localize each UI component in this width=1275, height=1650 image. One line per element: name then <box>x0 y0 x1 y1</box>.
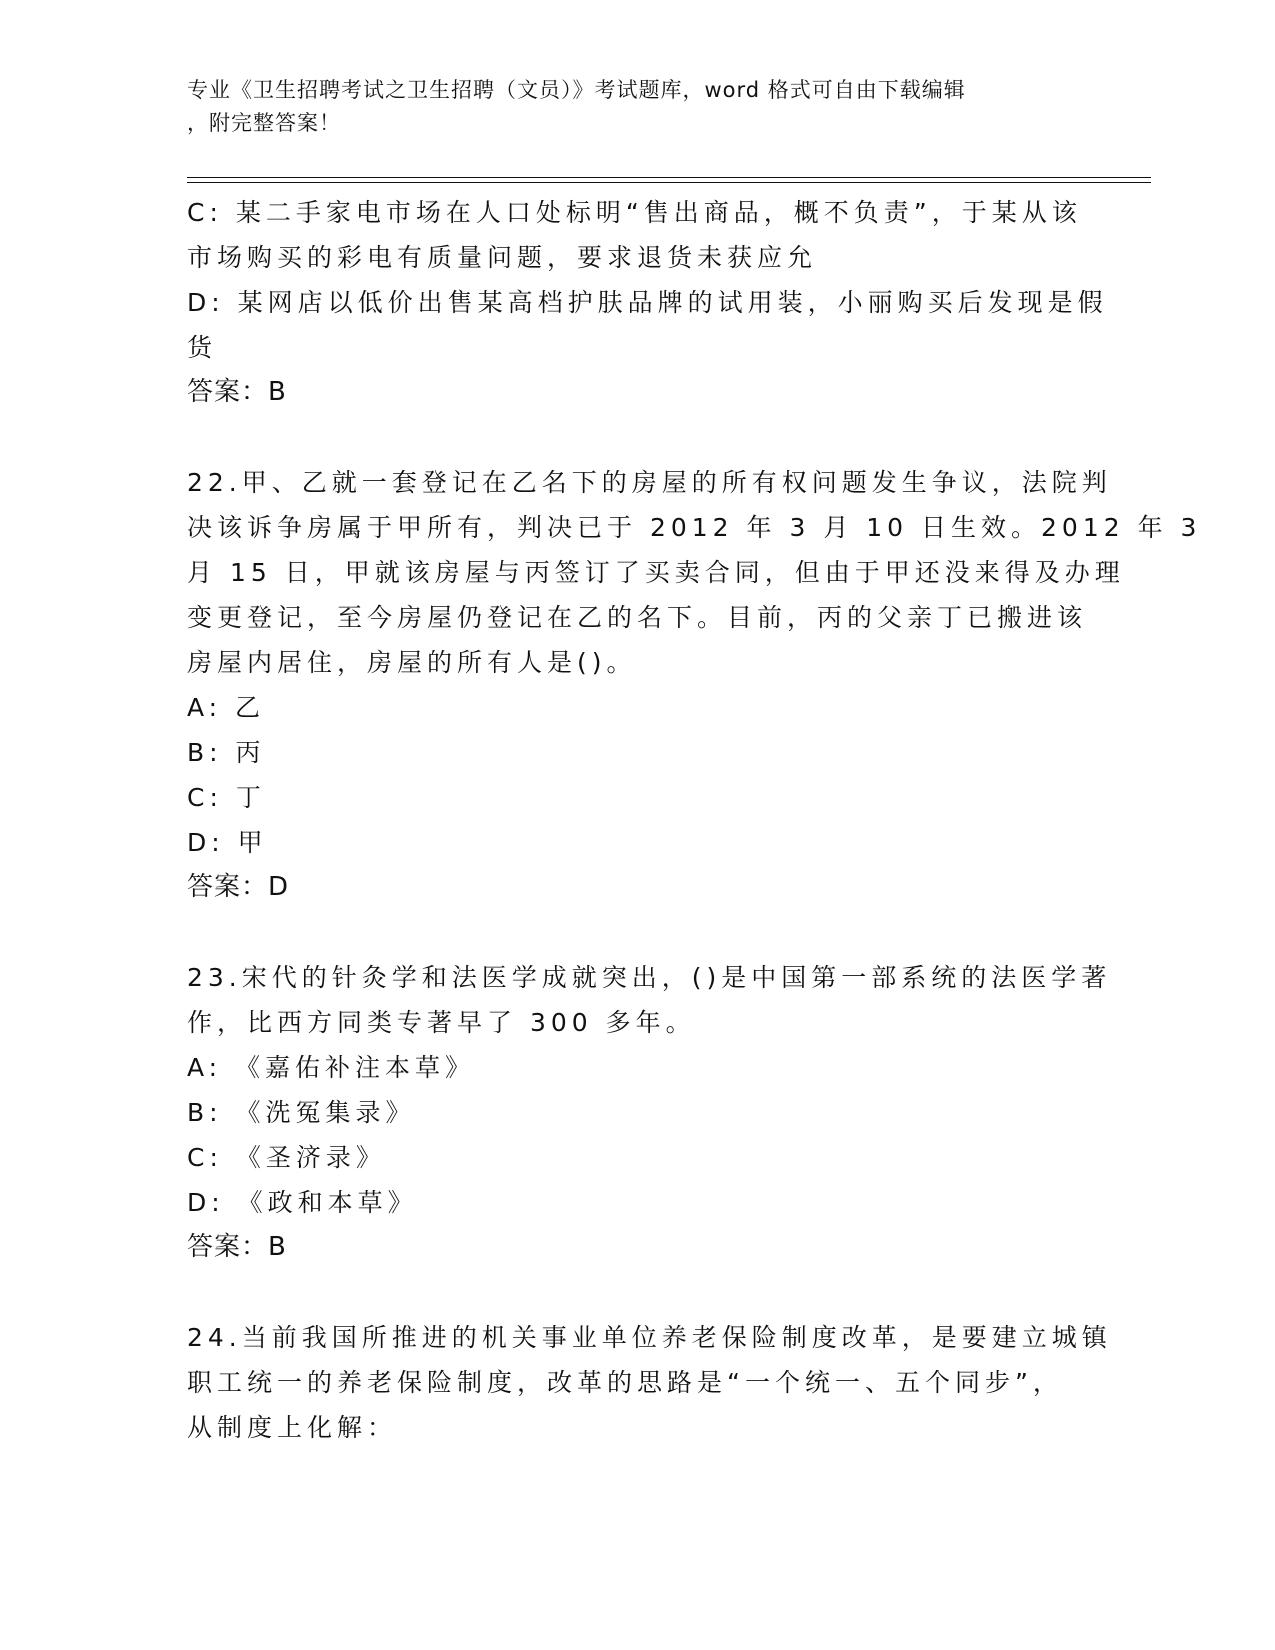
spacer <box>187 415 1067 460</box>
option-d-line-1: D: 某网店以低价出售某高档护肤品牌的试用装，小丽购买后发现是假 <box>187 288 1108 317</box>
document-header <box>187 74 1067 140</box>
question-stem-line: 从制度上化解： <box>187 1413 398 1442</box>
answer-line: 答案：B <box>187 1232 287 1262</box>
option-c-line-2: 市场购买的彩电有质量问题，要求退货未获应允 <box>187 243 818 272</box>
question-22 <box>187 460 1202 910</box>
spacer <box>187 1270 1067 1315</box>
question-stem-line: 24.当前我国所推进的机关事业单位养老保险制度改革，是要建立城镇 <box>187 1323 1112 1352</box>
question-stem-line: 决该诉争房属于甲所有，判决已于 2012 年 3 月 10 日生效。2012 年 3 <box>187 513 1202 542</box>
header-line-2: ，附完整答案！ <box>187 111 341 135</box>
question-21 <box>187 190 1108 415</box>
question-stem-line: 月 15 日，甲就该房屋与丙签订了买卖合同，但由于甲还没来得及办理 <box>187 558 1125 587</box>
question-stem-line: 变更登记，至今房屋仍登记在乙的名下。目前，丙的父亲丁已搬进该 <box>187 603 1088 632</box>
header-line-1: 专业《卫生招聘考试之卫生招聘（文员）》考试题库，word 格式可自由下载编辑 <box>187 78 966 102</box>
answer-line: 答案：D <box>187 872 290 902</box>
header-rule-top <box>187 177 1151 178</box>
option-c: C: 《圣济录》 <box>187 1143 386 1172</box>
answer-line: 答案：B <box>187 377 287 407</box>
option-a: A: 《嘉佑补注本草》 <box>187 1053 476 1082</box>
question-stem-line: 房屋内居住，房屋的所有人是()。 <box>187 648 637 677</box>
option-a: A: 乙 <box>187 693 266 722</box>
question-content <box>187 190 1202 1450</box>
option-c: C: 丁 <box>187 783 266 812</box>
question-23 <box>187 955 1112 1270</box>
option-b: B: 丙 <box>187 738 266 767</box>
question-stem-line: 22.甲、乙就一套登记在乙名下的房屋的所有权问题发生争议，法院判 <box>187 468 1112 497</box>
option-d-line-2: 货 <box>187 333 218 362</box>
option-d: D: 《政和本草》 <box>187 1188 418 1217</box>
question-24 <box>187 1315 1112 1450</box>
header-rule-bottom <box>187 182 1151 183</box>
spacer <box>187 910 1067 955</box>
question-stem-line: 23.宋代的针灸学和法医学成就突出，()是中国第一部系统的法医学著 <box>187 963 1112 992</box>
option-d: D: 甲 <box>187 828 268 857</box>
option-c-line-1: C: 某二手家电市场在人口处标明“售出商品，概不负责”，于某从该 <box>187 198 1082 227</box>
question-stem-line: 作，比西方同类专著早了 300 多年。 <box>187 1008 696 1037</box>
option-b: B: 《洗冤集录》 <box>187 1098 416 1127</box>
question-stem-line: 职工统一的养老保险制度，改革的思路是“一个统一、五个同步”， <box>187 1368 1063 1397</box>
